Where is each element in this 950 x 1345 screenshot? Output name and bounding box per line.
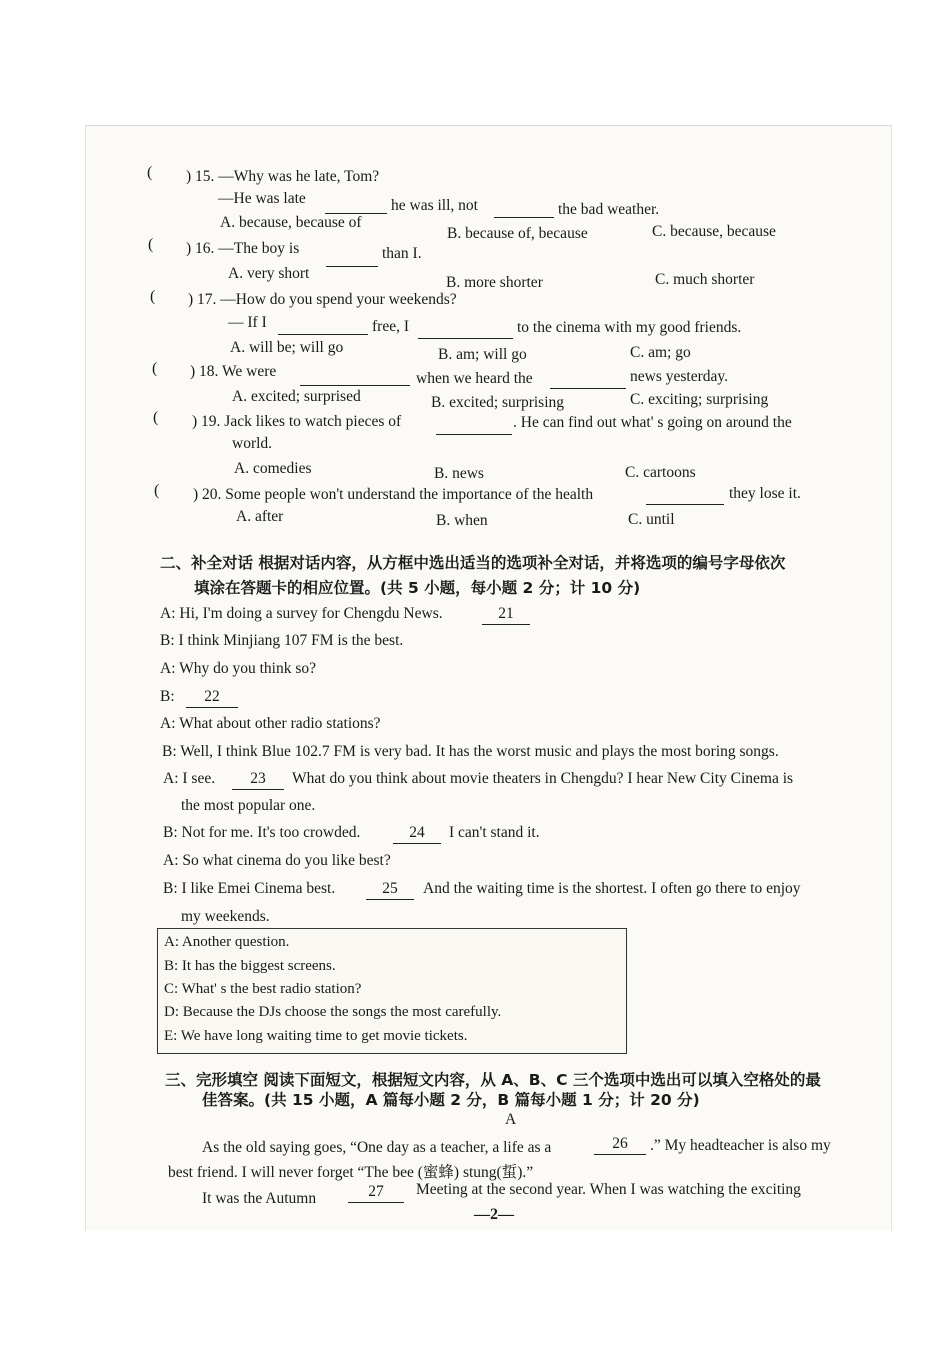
answer-paren: ( — [152, 360, 158, 377]
q17-line2c: to the cinema with my good friends. — [517, 319, 742, 336]
q16-stem-a: ) 16. —The boy is — [186, 240, 300, 257]
answer-paren: ( — [153, 409, 159, 426]
option-b: B: It has the biggest screens. — [164, 958, 336, 974]
q17-stem: ) 17. —How do you spend your weekends? — [188, 291, 457, 308]
q17-option-c: C. am; go — [630, 344, 691, 361]
q19-stem-a: ) 19. Jack likes to watch pieces of — [192, 413, 402, 430]
passage-line: .” My headteacher is also my — [650, 1137, 831, 1154]
passage-label: A — [505, 1111, 517, 1128]
dialog-line: A: Why do you think so? — [160, 660, 316, 677]
section2-title-line2: 填涂在答题卡的相应位置。(共 5 小题，每小题 2 分；计 10 分) — [194, 579, 641, 597]
q17-blank1 — [278, 320, 368, 335]
q17-option-a: A. will be; will go — [230, 339, 344, 356]
dialog-line: And the waiting time is the shortest. I often go there to enjoy — [423, 880, 801, 897]
options-box — [157, 928, 627, 1054]
option-a: A: Another question. — [164, 934, 290, 950]
q19-option-a: A. comedies — [234, 460, 312, 477]
answer-paren: ( — [147, 164, 153, 181]
blank-24: 24 — [393, 823, 441, 844]
q18-option-b: B. excited; surprising — [431, 394, 565, 411]
q15-option-c: C. because, because — [652, 223, 776, 240]
q20-option-a: A. after — [236, 508, 284, 525]
dialog-line: my weekends. — [181, 908, 270, 925]
blank-25: 25 — [366, 879, 414, 900]
q18-blank1 — [300, 371, 410, 386]
blank-22: 22 — [186, 687, 238, 708]
q17-line2a: — If I — [228, 314, 267, 331]
q15-line2b: he was ill, not — [391, 197, 478, 214]
q19-option-b: B. news — [434, 465, 484, 482]
q16-blank — [326, 252, 378, 267]
passage-line: Meeting at the second year. When I was watching the exciting — [416, 1181, 801, 1198]
blank-26: 26 — [594, 1134, 646, 1155]
passage-line: As the old saying goes, “One day as a teacher, a life as a — [202, 1139, 552, 1156]
dialog-line: A: I see. — [163, 770, 216, 787]
q15-blank2 — [494, 203, 554, 218]
q20-option-b: B. when — [436, 512, 488, 529]
q16-stem-b: than I. — [382, 245, 422, 262]
dialog-line: I can't stand it. — [449, 824, 540, 841]
section3-title: 三、完形填空 阅读下面短文，根据短文内容，从 A、B、C 三个选项中选出可以填入空格处的最 — [165, 1071, 821, 1089]
blank-23: 23 — [232, 769, 284, 790]
q19-option-c: C. cartoons — [625, 464, 696, 481]
q20-stem-a: ) 20. Some people won't understand the importance of the health — [193, 486, 594, 503]
option-e: E: We have long waiting time to get movie tickets. — [164, 1028, 468, 1044]
q17-option-b: B. am; will go — [438, 346, 527, 363]
dialog-line: B: I like Emei Cinema best. — [163, 880, 336, 897]
q15-option-b: B. because of, because — [447, 225, 588, 242]
dialog-line: B: Well, I think Blue 102.7 FM is very bad. It has the worst music and plays the most boring songs. — [162, 743, 779, 760]
q19-blank — [436, 420, 512, 435]
q17-blank2 — [418, 324, 513, 339]
q19-stem-b: . He can find out what' s going on around the — [513, 414, 792, 431]
dialog-line: B: — [160, 688, 175, 705]
section2-title: 二、补全对话 根据对话内容，从方框中选出适当的选项补全对话，并将选项的编号字母依次 — [160, 554, 786, 572]
answer-paren: ( — [148, 236, 154, 253]
option-c: C: What' s the best radio station? — [164, 981, 362, 997]
passage-line: best friend. I will never forget “The bee (蜜蜂) stung(蜇).” — [168, 1164, 534, 1181]
dialog-line: What do you think about movie theaters in Chengdu? I hear New City Cinema is — [292, 770, 794, 787]
dialog-line: A: So what cinema do you like best? — [163, 852, 391, 869]
q18-option-c: C. exciting; surprising — [630, 391, 769, 408]
blank-21: 21 — [482, 604, 530, 625]
q18-stem-a: ) 18. We were — [190, 363, 277, 380]
q20-option-c: C. until — [628, 511, 675, 528]
dialog-line: B: Not for me. It's too crowded. — [163, 824, 361, 841]
answer-paren: ( — [154, 482, 160, 499]
q18-option-a: A. excited; surprised — [232, 388, 361, 405]
q16-option-a: A. very short — [228, 265, 310, 282]
option-d: D: Because the DJs choose the songs the most carefully. — [164, 1004, 502, 1020]
dialog-line: B: I think Minjiang 107 FM is the best. — [160, 632, 404, 649]
q15-blank1 — [325, 199, 387, 214]
q16-option-b: B. more shorter — [446, 274, 543, 291]
q15-stem: ) 15. —Why was he late, Tom? — [186, 168, 380, 185]
q15-option-a: A. because, because of — [220, 214, 362, 231]
q18-stem-c: news yesterday. — [630, 368, 728, 385]
answer-paren: ( — [150, 288, 156, 305]
q15-line2c: the bad weather. — [558, 201, 660, 218]
q20-stem-b: they lose it. — [729, 485, 801, 502]
q17-line2b: free, I — [372, 318, 409, 335]
q19-stem-c: world. — [232, 435, 273, 452]
q20-blank — [646, 490, 724, 505]
q16-option-c: C. much shorter — [655, 271, 755, 288]
passage-line: It was the Autumn — [202, 1190, 317, 1207]
dialog-line: A: What about other radio stations? — [160, 715, 381, 732]
dialog-line: A: Hi, I'm doing a survey for Chengdu News. — [160, 605, 443, 622]
page-number: —2— — [474, 1206, 514, 1223]
q18-stem-b: when we heard the — [416, 370, 533, 387]
section3-title-line2: 佳答案。(共 15 小题，A 篇每小题 2 分，B 篇每小题 1 分；计 20 分) — [202, 1091, 700, 1109]
blank-27: 27 — [348, 1182, 404, 1203]
q15-line2a: —He was late — [218, 190, 306, 207]
q18-blank2 — [550, 374, 626, 389]
dialog-line: the most popular one. — [181, 797, 316, 814]
